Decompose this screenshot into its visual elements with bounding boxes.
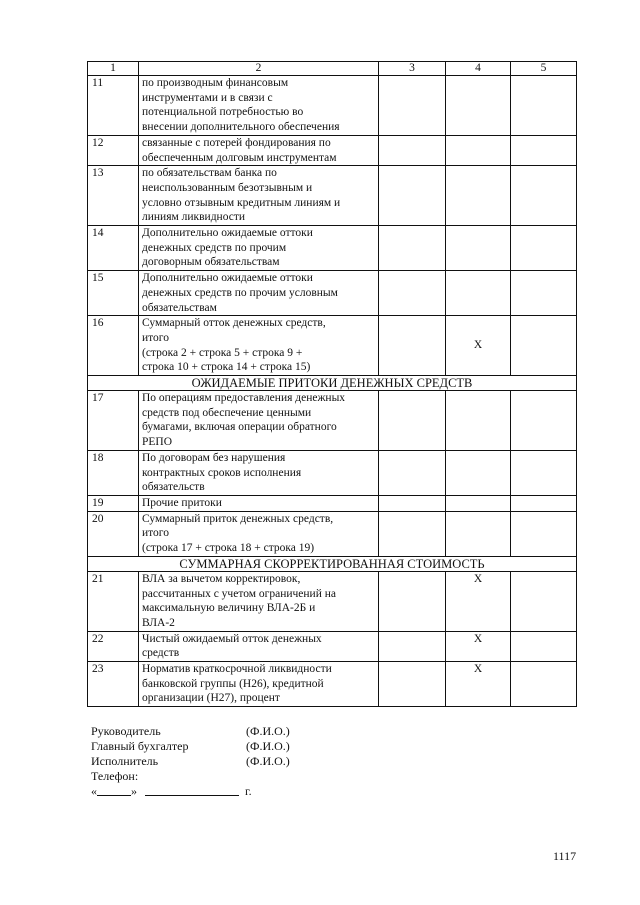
cell-col5 <box>511 571 577 631</box>
row-number: 21 <box>88 571 139 631</box>
table-row <box>88 391 577 451</box>
cell-col5 <box>511 226 577 271</box>
row-description-line: Чистый ожидаемый отток денежных <box>142 632 322 645</box>
row-description <box>139 450 379 495</box>
cell-col5 <box>511 316 577 376</box>
row-number: 13 <box>88 166 139 226</box>
cell-col4 <box>446 450 511 495</box>
head-label: Руководитель <box>91 724 161 738</box>
row-number: 14 <box>88 226 139 271</box>
row-number: 15 <box>88 271 139 316</box>
row-description <box>139 631 379 661</box>
row-description-line: Суммарный отток денежных средств, <box>142 317 326 330</box>
cell-col5 <box>511 391 577 451</box>
row-description-line: Дополнительно ожидаемые оттоки <box>142 272 313 285</box>
row-description-line: потенциальной потребностью во <box>142 106 304 119</box>
row-description <box>139 226 379 271</box>
cell-col4: X <box>446 571 511 631</box>
row-description-line: организации (Н27), процент <box>142 692 280 705</box>
row-description-line: ВЛА за вычетом корректировок, <box>142 572 301 585</box>
cell-col3 <box>379 135 446 165</box>
row-description-line: итого <box>142 331 169 344</box>
row-description-line: по производным финансовым <box>142 77 289 89</box>
table-row <box>88 450 577 495</box>
cell-col4 <box>446 135 511 165</box>
row-description-line: Норматив краткосрочной ликвидности <box>142 663 332 676</box>
row-description-line: средств под обеспечение ценными <box>142 406 312 419</box>
signature-row-accountant <box>91 739 290 754</box>
row-description-line: По операциям предоставления денежных <box>142 392 346 405</box>
row-description <box>139 166 379 226</box>
cell-col5 <box>511 76 577 136</box>
table-row <box>88 76 577 136</box>
cell-col3 <box>379 391 446 451</box>
cell-col5 <box>511 662 577 707</box>
cell-col4 <box>446 271 511 316</box>
cell-col3 <box>379 166 446 226</box>
row-number: 12 <box>88 135 139 165</box>
row-description-line: по обязательствам банка по <box>142 167 277 180</box>
date-day-blank <box>97 784 131 796</box>
row-description-line: Суммарный приток денежных средств, <box>142 512 334 525</box>
row-description-line: линиям ликвидности <box>142 211 246 224</box>
cell-col4 <box>446 166 511 226</box>
cell-col5 <box>511 495 577 511</box>
cell-col4 <box>446 76 511 136</box>
row-description-line: строка 10 + строка 14 + строка 15) <box>142 361 311 374</box>
cell-col4 <box>446 226 511 271</box>
date-row <box>91 784 290 799</box>
table-header-row <box>88 62 577 76</box>
cell-col5 <box>511 450 577 495</box>
row-description-line: неиспользованным безотзывным и <box>142 181 313 194</box>
col-header-4: 4 <box>446 62 511 76</box>
section-header-row <box>88 376 577 391</box>
date-gap <box>137 784 145 799</box>
signature-row-executor <box>91 754 290 769</box>
row-description-line: По договорам без нарушения <box>142 451 286 464</box>
cell-col4: X <box>446 316 511 376</box>
row-description-line: бумагами, включая операции обратного <box>142 421 337 434</box>
section-adjusted-title: СУММАРНАЯ СКОРРЕКТИРОВАННАЯ СТОИМОСТЬ <box>88 556 577 571</box>
cell-col5 <box>511 631 577 661</box>
cell-col3 <box>379 76 446 136</box>
cell-col4: X <box>446 662 511 707</box>
cell-col3 <box>379 271 446 316</box>
signature-block <box>91 724 290 799</box>
row-number: 23 <box>88 662 139 707</box>
table-row <box>88 226 577 271</box>
row-description-line: Дополнительно ожидаемые оттоки <box>142 227 313 240</box>
row-description-line: средств <box>142 647 180 660</box>
date-suffix: г. <box>245 784 252 798</box>
row-description <box>139 511 379 556</box>
col-header-3: 3 <box>379 62 446 76</box>
cell-col5 <box>511 271 577 316</box>
row-description-line: денежных средств по прочим <box>142 241 287 254</box>
row-description-line: контрактных сроков исполнения <box>142 466 302 479</box>
accountant-label: Главный бухгалтер <box>91 739 189 753</box>
row-description-line: (строка 17 + строка 18 + строка 19) <box>142 542 315 555</box>
row-description-line: обеспеченным долговым инструментам <box>142 151 337 164</box>
section-inflows-title: ОЖИДАЕМЫЕ ПРИТОКИ ДЕНЕЖНЫХ СРЕДСТВ <box>88 376 577 391</box>
cell-col4: X <box>446 631 511 661</box>
table-row <box>88 631 577 661</box>
head-fio: (Ф.И.О.) <box>246 724 290 738</box>
cell-col3 <box>379 631 446 661</box>
table-row <box>88 271 577 316</box>
row-description-line: итого <box>142 527 169 540</box>
cell-col5 <box>511 135 577 165</box>
row-description-line: договорным обязательствам <box>142 256 280 269</box>
row-description-line: Прочие притоки <box>142 496 222 509</box>
date-month-blank <box>145 784 239 796</box>
row-description-line: обязательствам <box>142 301 217 314</box>
row-description <box>139 76 379 136</box>
cell-col5 <box>511 166 577 226</box>
page-number: 1117 <box>553 849 577 863</box>
table-row <box>88 316 577 376</box>
phone-label: Телефон: <box>91 769 139 783</box>
row-description-line: максимальную величину ВЛА-2Б и <box>142 602 316 615</box>
row-number: 20 <box>88 511 139 556</box>
row-description <box>139 135 379 165</box>
row-description <box>139 495 379 511</box>
cell-col5 <box>511 511 577 556</box>
cell-col4 <box>446 391 511 451</box>
row-description-line: ВЛА-2 <box>142 616 175 629</box>
liquidity-table <box>87 61 577 707</box>
executor-label: Исполнитель <box>91 754 159 768</box>
row-number: 18 <box>88 450 139 495</box>
row-description <box>139 316 379 376</box>
row-description-line: внесении дополнительного обеспечения <box>142 121 340 134</box>
section-header-row <box>88 556 577 571</box>
cell-col3 <box>379 662 446 707</box>
row-description-line: РЕПО <box>142 436 173 449</box>
date-close-quote: » <box>131 784 137 798</box>
row-description <box>139 391 379 451</box>
phone-row <box>91 769 290 784</box>
table-row <box>88 511 577 556</box>
row-description <box>139 571 379 631</box>
row-description-line: (строка 2 + строка 5 + строка 9 + <box>142 346 303 359</box>
cell-col4 <box>446 511 511 556</box>
table-row <box>88 495 577 511</box>
row-description-line: обязательств <box>142 481 205 494</box>
cell-col3 <box>379 511 446 556</box>
signature-row-head <box>91 724 290 739</box>
row-description-line: условно отзывным кредитным линиям и <box>142 196 341 209</box>
row-description-line: банковской группы (Н26), кредитной <box>142 677 324 690</box>
row-number: 11 <box>88 76 139 136</box>
table-row <box>88 571 577 631</box>
row-description-line: рассчитанных с учетом ограничений на <box>142 587 336 600</box>
table-row <box>88 135 577 165</box>
row-description-line: денежных средств по прочим условным <box>142 286 338 299</box>
executor-fio: (Ф.И.О.) <box>246 754 290 768</box>
row-description <box>139 271 379 316</box>
cell-col4 <box>446 495 511 511</box>
date-open-quote: « <box>91 784 97 798</box>
col-header-5: 5 <box>511 62 577 76</box>
row-description-line: связанные с потерей фондирования по <box>142 136 331 149</box>
row-number: 19 <box>88 495 139 511</box>
row-number: 22 <box>88 631 139 661</box>
col-header-1: 1 <box>88 62 139 76</box>
row-number: 17 <box>88 391 139 451</box>
cell-col3 <box>379 450 446 495</box>
cell-col3 <box>379 571 446 631</box>
row-description-line: инструментами и в связи с <box>142 91 273 104</box>
row-description <box>139 662 379 707</box>
table-row <box>88 662 577 707</box>
row-number: 16 <box>88 316 139 376</box>
col-header-2: 2 <box>139 62 379 76</box>
cell-col3 <box>379 226 446 271</box>
accountant-fio: (Ф.И.О.) <box>246 739 290 753</box>
cell-col3 <box>379 495 446 511</box>
cell-col3 <box>379 316 446 376</box>
table-row <box>88 166 577 226</box>
